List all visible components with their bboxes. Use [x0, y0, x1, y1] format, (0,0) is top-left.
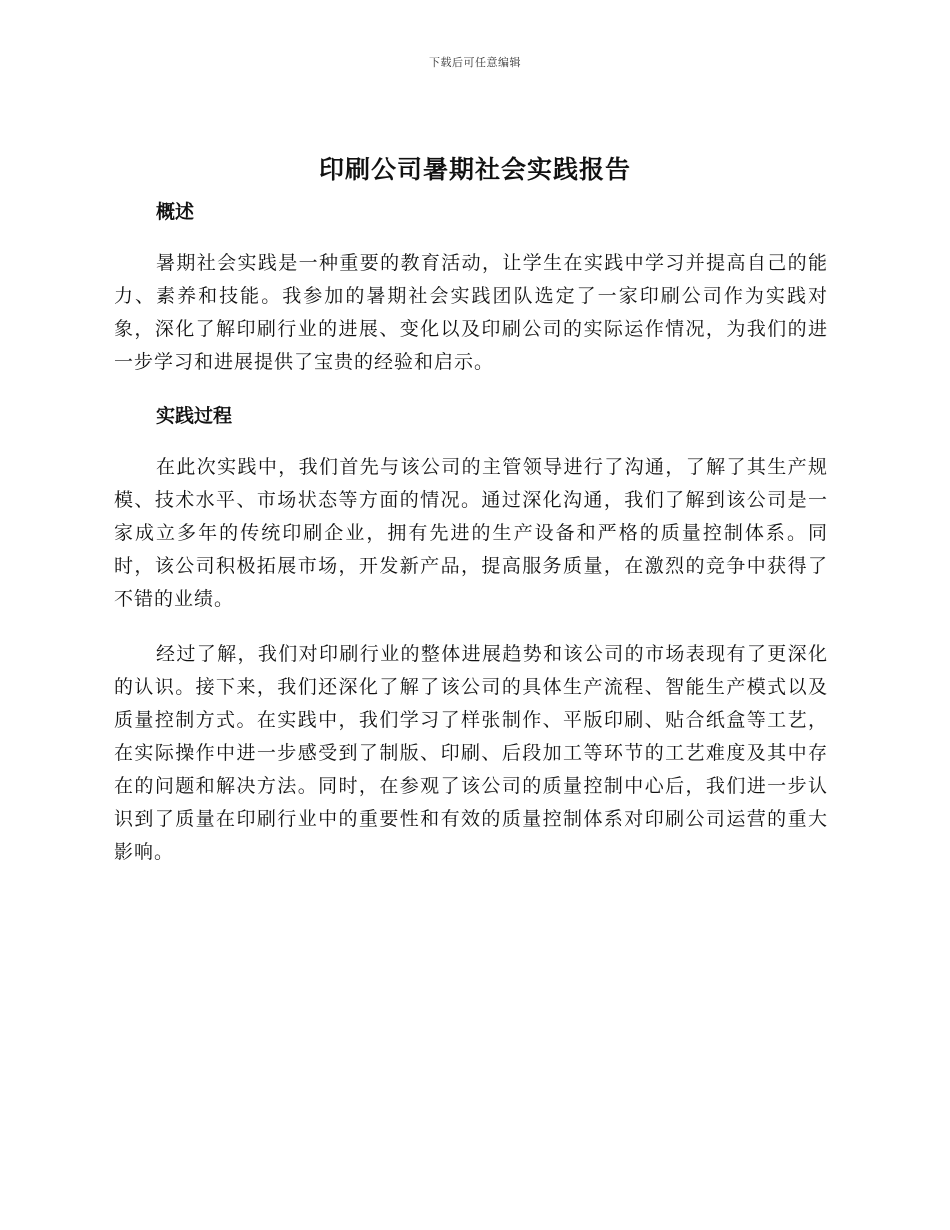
- header-note: 下载后可任意编辑: [429, 56, 521, 69]
- practice-paragraph-1: 在此次实践中，我们首先与该公司的主管领导进行了沟通，了解了其生产规模、技术水平、市场状态等方面的情况。通过深化沟通，我们了解到该公司是一家成立多年的传统印刷企业，拥有先进的生产设备和严格的质量控制体系。同时，该公司积极拓展市场，开发新产品，提高服务质量，在激烈的竞争中获得了不错的业绩。: [114, 456, 828, 610]
- practice-paragraph-2: 经过了解，我们对印刷行业的整体进展趋势和该公司的市场表现有了更深化的认识。接下来，我们还深化了解了该公司的具体生产流程、智能生产模式以及质量控制方式。在实践中，我们学习了样张制作、平版印刷、贴合纸盒等工艺，在实际操作中进一步感受到了制版、印刷、后段加工等环节的工艺难度及其中存在的问题和解决方法。同时，在参观了该公司的质量控制中心后，我们进一步认识到了质量在印刷行业中的重要性和有效的质量控制体系对印刷公司运营的重大影响。: [114, 643, 828, 863]
- section-heading-overview: 概述: [156, 201, 195, 223]
- section-heading-practice-process: 实践过程: [156, 405, 233, 427]
- document-body: [114, 197, 828, 891]
- document-title: 印刷公司暑期社会实践报告: [318, 155, 631, 184]
- overview-paragraph: 暑期社会实践是一种重要的教育活动，让学生在实践中学习并提高自己的能力、素养和技能。我参加的暑期社会实践团队选定了一家印刷公司作为实践对象，深化了解印刷行业的进展、变化以及印刷公司的实际运作情况，为我们的进一步学习和进展提供了宝贵的经验和启示。: [114, 252, 828, 373]
